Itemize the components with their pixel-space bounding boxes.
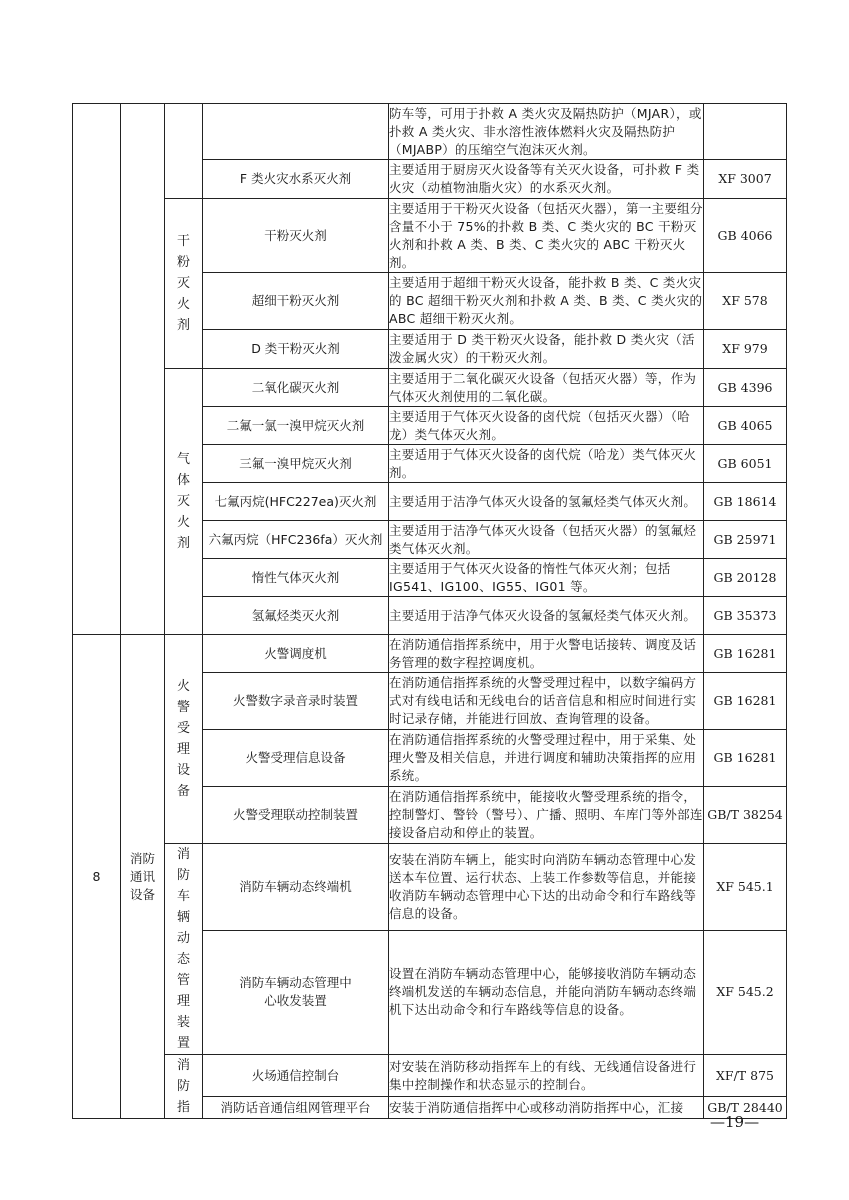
page-number: —19— — [710, 1113, 760, 1131]
product-description: 主要适用于超细干粉灭火设备，能扑救 B 类、C 类火灾的 BC 超细干粉灭火剂和扑救 A 类、B 类、C 类火灾的 ABC 超细干粉灭火剂。 — [389, 273, 704, 330]
standard-code: GB/T 38254 — [704, 787, 787, 844]
product-name: 惰性气体灭火剂 — [203, 559, 389, 597]
product-name: 七氟丙烷(HFC227ea)灭火剂 — [203, 483, 389, 521]
standard-code: XF 979 — [704, 330, 787, 369]
product-name: D 类干粉灭火剂 — [203, 330, 389, 369]
product-description: 主要适用于气体灭火设备的惰性气体灭火剂；包括 IG541、IG100、IG55、IG01 等。 — [389, 559, 704, 597]
product-description: 主要适用于气体灭火设备的卤代烷（哈龙）类气体灭火剂。 — [389, 445, 704, 483]
product-description: 主要适用于 D 类干粉灭火设备，能扑救 D 类火灾（活泼金属火灾）的干粉灭火剂。 — [389, 330, 704, 369]
section-number: 8 — [73, 635, 121, 1119]
product-description: 设置在消防车辆动态管理中心，能够接收消防车辆动态终端机发送的车辆动态信息，并能向消防车辆动态终端机下达出动命令和行车路线等信息的设备。 — [389, 930, 704, 1054]
product-name: 二氧化碳灭火剂 — [203, 369, 389, 407]
product-name: 火警受理信息设备 — [203, 730, 389, 787]
product-description: 在消防通信指挥系统中，用于火警电话接转、调度及话务管理的数字程控调度机。 — [389, 635, 704, 673]
subgroup-cell — [165, 104, 203, 199]
subgroup-vehicle: 消防车辆动态管理装置 — [165, 844, 203, 1055]
section-number-cell — [73, 104, 121, 635]
table-row — [73, 844, 787, 931]
standard-code: GB/T 28440 — [704, 1097, 787, 1119]
product-name: 六氟丙烷（HFC236fa）灭火剂 — [203, 521, 389, 559]
standard-code: XF 545.2 — [704, 930, 787, 1054]
subgroup-command: 消防指 — [165, 1055, 203, 1119]
product-description: 主要适用于厨房灭火设备等有关灭火设备，可扑救 F 类火灾（动植物油脂火灾）的水系灭火剂。 — [389, 160, 704, 199]
product-description: 安装在消防车辆上，能实时向消防车辆动态管理中心发送本车位置、运行状态、上装工作参数等信息，并能接收消防车辆动态管理中心下达的出动命令和行车路线等信息的设备。 — [389, 844, 704, 931]
product-description: 在消防通信指挥系统中，能接收火警受理系统的指令，控制警灯、警铃（警号）、广播、照明、车库门等外部连接设备启动和停止的装置。 — [389, 787, 704, 844]
standard-code: GB 4396 — [704, 369, 787, 407]
product-description: 对安装在消防移动指挥车上的有线、无线通信设备进行集中控制操作和状态显示的控制台。 — [389, 1055, 704, 1097]
product-name: 火警调度机 — [203, 635, 389, 673]
product-description: 在消防通信指挥系统的火警受理过程中，用于采集、处理火警及相关信息，并进行调度和辅助决策指挥的应用系统。 — [389, 730, 704, 787]
subgroup-alarm: 火警受理设备 — [165, 635, 203, 844]
standard-code: XF 545.1 — [704, 844, 787, 931]
product-name: 消防话音通信组网管理平台 — [203, 1097, 389, 1119]
product-name: 三氟一溴甲烷灭火剂 — [203, 445, 389, 483]
subgroup-gas: 气体灭火剂 — [165, 369, 203, 635]
product-name: 火场通信控制台 — [203, 1055, 389, 1097]
product-description: 主要适用于洁净气体灭火设备的氢氟烃类气体灭火剂。 — [389, 483, 704, 521]
table-row — [73, 104, 787, 160]
standard-code: GB 16281 — [704, 635, 787, 673]
product-description: 主要适用于二氧化碳灭火设备（包括灭火器）等，作为气体灭火剂使用的二氧化碳。 — [389, 369, 704, 407]
standards-table — [72, 103, 787, 1119]
standard-code: GB 4065 — [704, 407, 787, 445]
product-description: 主要适用于气体灭火设备的卤代烷（包括灭火器）（哈龙）类气体灭火剂。 — [389, 407, 704, 445]
table-row — [73, 1055, 787, 1097]
product-name: 氢氟烃类灭火剂 — [203, 597, 389, 635]
subgroup-dry-powder: 干粉灭火剂 — [165, 199, 203, 369]
standard-code: GB 4066 — [704, 199, 787, 273]
product-description: 防车等，可用于扑救 A 类火灾及隔热防护（MJAR），或扑救 A 类火灾、非水溶性液体燃料火灾及隔热防护（MJABP）的压缩空气泡沫灭火剂。 — [389, 104, 704, 160]
product-name: 二氟一氯一溴甲烷灭火剂 — [203, 407, 389, 445]
product-name: 火警数字录音录时装置 — [203, 673, 389, 730]
standard-code: XF 578 — [704, 273, 787, 330]
standard-code: GB 35373 — [704, 597, 787, 635]
standard-code: XF 3007 — [704, 160, 787, 199]
standard-code: GB 16281 — [704, 673, 787, 730]
product-description: 主要适用于干粉灭火设备（包括灭火器），第一主要组分含量不小于 75%的扑救 B 类、C 类火灾的 BC 干粉灭火剂和扑救 A 类、B 类、C 类火灾的 ABC 干粉灭火剂。 — [389, 199, 704, 273]
standard-code: GB 16281 — [704, 730, 787, 787]
product-description: 安装于消防通信指挥中心或移动消防指挥中心，汇接 — [389, 1097, 704, 1119]
product-description: 主要适用于洁净气体灭火设备（包括灭火器）的氢氟烃类气体灭火剂。 — [389, 521, 704, 559]
standard-code: GB 25971 — [704, 521, 787, 559]
standard-code: GB 18614 — [704, 483, 787, 521]
table-row — [73, 369, 787, 407]
standard-code: GB 6051 — [704, 445, 787, 483]
product-name: 消防车辆动态管理中心收发装置 — [203, 930, 389, 1054]
standard-code — [704, 104, 787, 160]
product-name: 火警受理联动控制装置 — [203, 787, 389, 844]
product-name: 消防车辆动态终端机 — [203, 844, 389, 931]
standard-code: GB 20128 — [704, 559, 787, 597]
product-name: 干粉灭火剂 — [203, 199, 389, 273]
product-description: 在消防通信指挥系统的火警受理过程中，以数字编码方式对有线电话和无线电台的话音信息和相应时间进行实时记录存储，并能进行回放、查询管理的设备。 — [389, 673, 704, 730]
section-name: 消防通讯设备 — [121, 635, 165, 1119]
product-description: 主要适用于洁净气体灭火设备的氢氟烃类气体灭火剂。 — [389, 597, 704, 635]
standard-code: XF/T 875 — [704, 1055, 787, 1097]
product-name — [203, 104, 389, 160]
section-name-cell — [121, 104, 165, 635]
table-row — [73, 199, 787, 273]
product-name: F 类火灾水系灭火剂 — [203, 160, 389, 199]
product-name: 超细干粉灭火剂 — [203, 273, 389, 330]
table-row — [73, 635, 787, 673]
